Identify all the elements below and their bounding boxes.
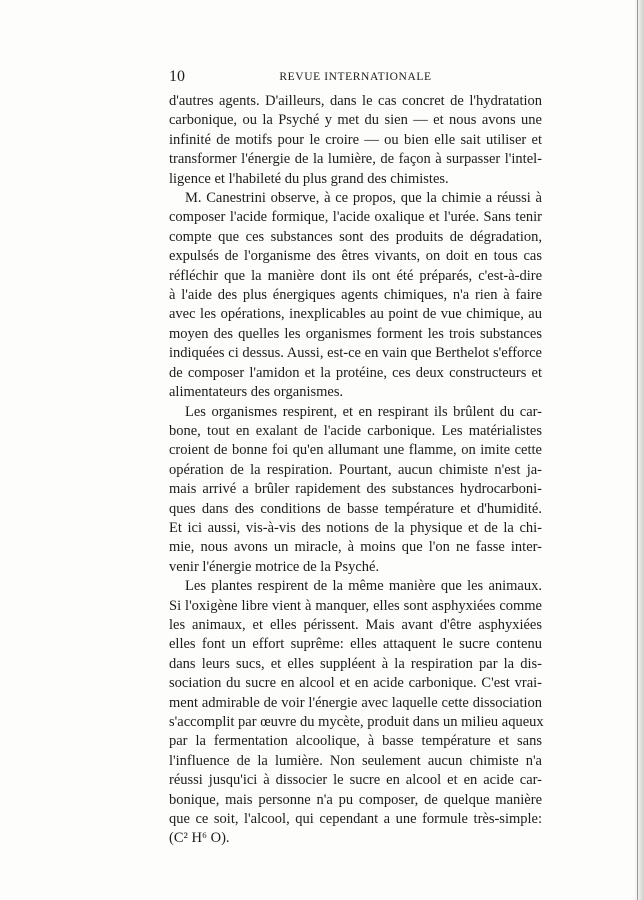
text-line: Et ici aussi, vis-à-vis des notions de la physique et de la chi- (169, 519, 542, 536)
text-line: alimentateurs des organismes. (169, 384, 344, 401)
text-line: d'autres agents. D'ailleurs, dans le cas concret de l'hydratation (169, 93, 542, 109)
text-line: les animaux, et elles périssent. Mais avant d'être asphyxiées (169, 616, 542, 633)
text-line: à l'aide des plus énergiques agents chimiques, n'a rien à faire (169, 287, 542, 304)
text-line: avec les opérations, inexplicables au point de vue chimique, au (169, 306, 542, 323)
text-line: par la fermentation alcoolique, à basse température et sans (169, 733, 542, 750)
text-line: expulsés de l'organisme des êtres vivants, on doit en tous cas (169, 248, 542, 265)
text-line: moyen des quelles les organismes forment les trois substances (169, 325, 542, 342)
text-line: infinité de motifs pour le croire — ou bien elle sait utiliser et (169, 131, 542, 148)
text-line: M. Canestrini observe, à ce propos, que la chimie a réussi à (185, 190, 542, 207)
text-line: mais arrivé a brûler rapidement des substances hydrocarboni- (169, 481, 542, 498)
text-line: opération de la respiration. Pourtant, aucun chimiste n'est ja- (169, 461, 542, 478)
paragraph (169, 403, 542, 578)
text-line: ques dans des conditions de basse température et d'humidité. (169, 500, 542, 517)
paragraph (169, 189, 542, 402)
text-line: bonique, mais personne n'a pu composer, de quelque manière (169, 791, 542, 808)
text-line: venir l'énergie motrice de la Psyché. (169, 558, 380, 575)
page-edge-line (637, 0, 638, 900)
page-number: 10 (169, 68, 185, 85)
text-line: l'influence de la lumière. Non seulement aucun chimiste n'a (169, 752, 542, 769)
text-line: ment admirable de voir l'énergie avec laquelle cette dissociation (169, 694, 542, 711)
text-line: carbonique, ou la Psyché y met du sien — et nous avons une (169, 112, 542, 129)
text-line: indiquées ci dessus. Aussi, est-ce en vain que Berthelot s'efforce (169, 345, 542, 362)
text-line: elles font un effort suprême: elles attaquent le sucre contenu (169, 636, 542, 653)
text-line: s'accomplit par œuvre du mycète, produit dans un milieu aqueux (169, 714, 544, 730)
text-line: que ce soit, l'alcool, qui cependant a une formule très-simple: (169, 811, 542, 828)
text-line: mie, nous avons un miracle, à moins que l'on ne fasse inter- (169, 539, 542, 556)
text-line: (C² H⁶ O). (169, 830, 230, 847)
text-line: réussi jusqu'ici à dissocier le sucre en alcool et en acide car- (169, 772, 542, 789)
text-line: dans leurs sucs, et elles suppléent à la respiration par la dis- (169, 655, 542, 672)
text-line: Les organismes respirent, et en respirant ils brûlent du car- (185, 403, 542, 420)
text-line: sociation du sucre en alcool et en acide carbonique. C'est vrai- (169, 675, 542, 692)
text-line: compte que ces substances sont des produits de dégradation, (169, 228, 542, 245)
text-line: bone, tout en exalant de l'acide carbonique. Les matérialistes (169, 422, 542, 439)
text-line: Les plantes respirent de la même manière que les animaux. (185, 578, 542, 595)
running-title: REVUE INTERNATIONALE (279, 71, 432, 83)
page-header (169, 68, 542, 90)
text-line: de composer l'amidon et la protéine, ces deux constructeurs et (169, 364, 542, 381)
text-line: croient de bonne foi qu'en allumant une flamme, on imite cette (169, 442, 542, 459)
paragraph (169, 577, 542, 849)
page-body (169, 92, 542, 849)
text-line: Si l'oxigène libre vient à manquer, elles sont asphyxiées comme (169, 597, 542, 614)
text-line: réfléchir que la manière dont ils ont été préparés, c'est-à-dire (169, 267, 542, 284)
paragraph (169, 92, 542, 189)
text-line: composer l'acide formique, l'acide oxalique et l'urée. Sans tenir (169, 209, 542, 226)
text-line: ligence et l'habileté du plus grand des chimistes. (169, 170, 449, 187)
text-line: transformer l'énergie de la lumière, de façon à surpasser l'intel- (169, 151, 542, 168)
page-edge-shadow (634, 0, 644, 900)
